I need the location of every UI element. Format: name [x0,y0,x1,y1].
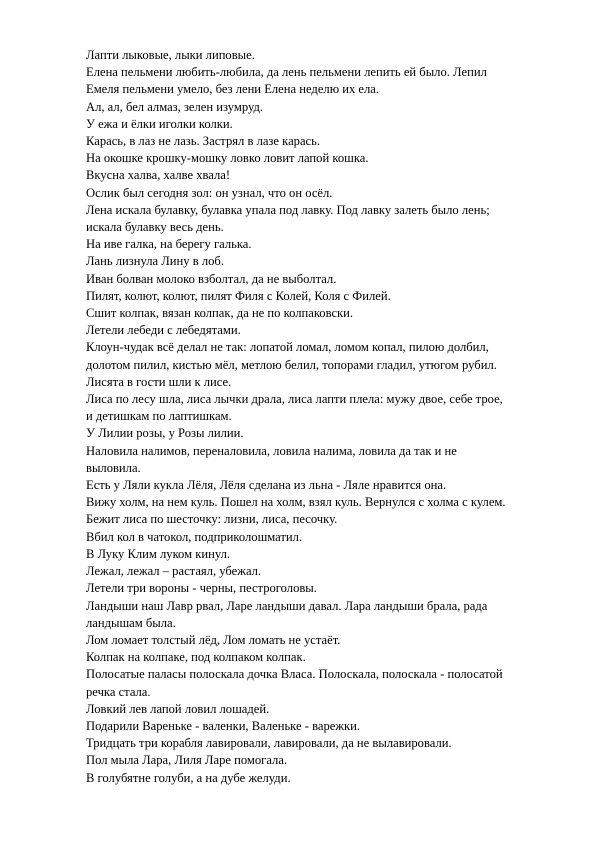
text-line: В Луку Клим луком кинул. [86,546,231,561]
text-line: Клоун-чудак всё делал не так: лопатой ломал, ломом копал, пилою долбил, [86,340,489,355]
text-line: Колпак на колпаке, под колпаком колпак. [86,650,306,665]
text-line: Наловила налимов, переналовила, ловила налима, ловила да так и не [86,443,457,458]
text-line: Карась, в лаз не лазь. Застрял в лазе карась. [86,134,321,149]
text-line: Летели три вороны - черны, пестроголовы. [86,581,317,596]
text-line: Тридцать три корабля лавировали, лавировали, да не вылавировали. [86,736,452,751]
text-line: В голубятне голуби, а на дубе желуди. [86,770,291,785]
text-line: Подарили Вареньке - валенки, Валеньке - варежки. [86,718,361,733]
text-line: Лань лизнула Лину в лоб. [86,254,224,269]
text-line: Лисята в гости шли к лисе. [86,374,232,389]
text-line: Вкусна халва, халве хвала! [86,168,231,183]
text-line: У ежа и ёлки иголки колки. [86,116,233,131]
text-line: Ловкий лев лапой ловил лошадей. [86,701,270,716]
text-line: Сшит колпак, вязан колпак, да не по колпаковски. [86,306,354,321]
text-line: Емеля пельмени умело, без лени Елена неделю их ела. [86,82,380,97]
text-line: Летели лебеди с лебедятами. [86,323,241,338]
text-line: и детишкам по лаптишкам. [86,409,232,424]
text-line: Лапти лыковые, лыки липовые. [86,48,255,62]
text-line: Есть у Ляли кукла Лёля, Лёля сделана из льна - Ляле нравится она. [86,478,447,493]
text-line: Вбил кол в чатокол, подприколошматил. [86,529,303,544]
text-line: Лиса по лесу шла, лиса лычки драла, лиса лапти плела: мужу двое, себе трое, [86,392,503,407]
text-line: У Лилии розы, у Розы лилии. [86,426,244,441]
tongue-twister-text [86,47,546,787]
text-line: Иван болван молоко взболтал, да не выболтал. [86,271,337,286]
text-line: искала булавку весь день. [86,220,224,235]
text-line: Пол мыла Лара, Лиля Ларе помогала. [86,753,288,768]
text-line: Елена пельмени любить-любила, да лень пельмени лепить ей было. Лепил [86,65,487,80]
text-line: Ал, ал, бел алмаз, зелен изумруд. [86,99,264,114]
text-line: выловила. [86,460,141,475]
text-line: долотом пилил, кистью мёл, метлою белил, топорами гладил, утюгом рубил. [86,357,497,372]
text-line: Ослик был сегодня зол: он узнал, что он осёл. [86,185,333,200]
text-line: Лежал, лежал – растаял, убежал. [86,564,262,579]
text-line: Вижу холм, на нем куль. Пошел на холм, взял куль. Вернулся с холма с кулем. [86,495,506,510]
text-line: Бежит лиса по шесточку: лизни, лиса, песочку. [86,512,338,527]
text-line: Пилят, колют, колют, пилят Филя с Колей, Коля с Филей. [86,288,391,303]
text-line: речка стала. [86,684,151,699]
text-line: На окошке крошку-мошку ловко ловит лапой кошка. [86,151,369,166]
text-line: ландышам была. [86,615,176,630]
text-line: Лена искала булавку, булавка упала под лавку. Под лавку залеть было лень; [86,202,490,217]
text-line: На иве галка, на берегу галька. [86,237,252,252]
text-line: Лом ломает толстый лёд, Лом ломать не устаёт. [86,632,341,647]
text-line: Полосатые паласы полоскала дочка Власа. Полоскала, полоскала - полосатой [86,667,503,682]
text-line: Ландыши наш Лавр рвал, Ларе ландыши давал. Лара ландыши брала, рада [86,598,488,613]
